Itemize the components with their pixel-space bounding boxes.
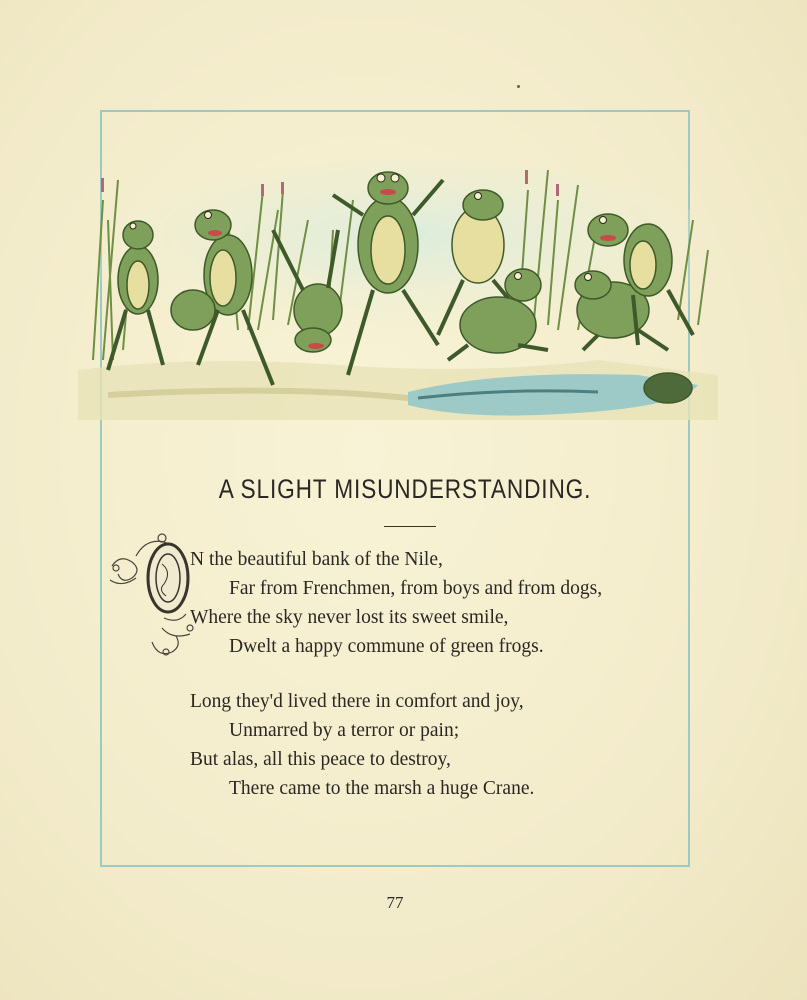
verse-line: Where the sky never lost its sweet smile,: [190, 607, 509, 628]
verse-line: Long they'd lived there in comfort and joy,: [190, 691, 524, 712]
verse-line: Unmarred by a terror or pain;: [229, 720, 460, 741]
verse-line: Dwelt a happy commune of green frogs.: [229, 636, 544, 657]
frogs-illustration: [78, 160, 718, 425]
page-number: 77: [386, 893, 404, 912]
poem-title: A SLIGHT MISUNDERSTANDING.: [218, 474, 592, 504]
verse-line: N the beautiful bank of the Nile,: [190, 549, 443, 570]
verse-line: But alas, all this peace to destroy,: [190, 749, 451, 770]
verse-line: There came to the marsh a huge Crane.: [229, 778, 535, 799]
title-divider: [384, 526, 436, 527]
drop-cap-ornament-icon: [106, 528, 202, 668]
paper-speck: [517, 85, 520, 88]
verse-line: Far from Frenchmen, from boys and from dogs,: [229, 578, 603, 599]
